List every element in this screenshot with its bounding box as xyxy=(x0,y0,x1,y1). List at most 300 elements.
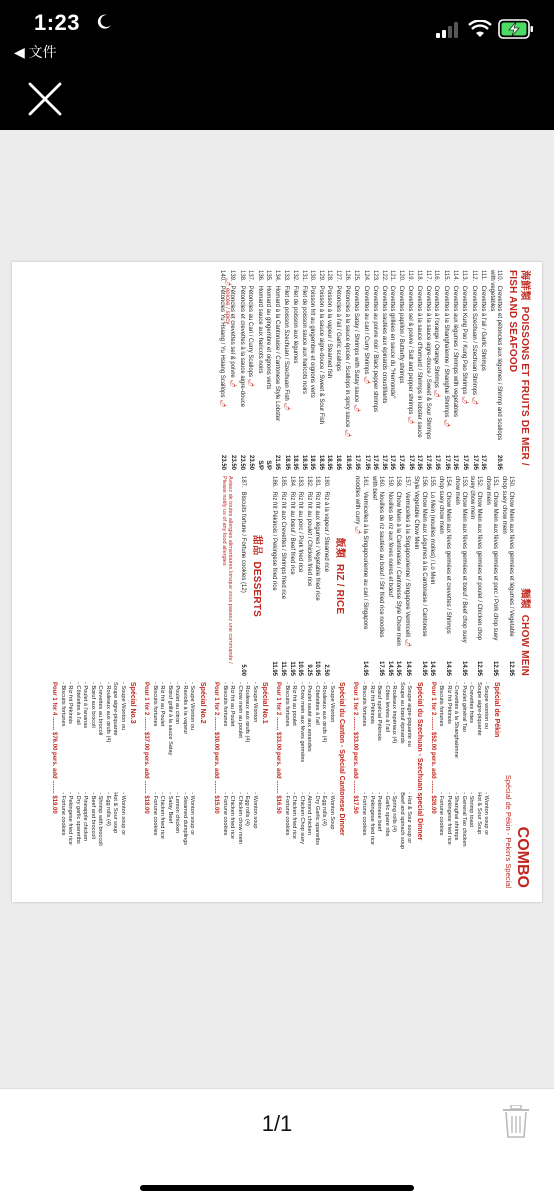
menu-item-name: 156. Chow Mein aux Légumes à la Cantonaise / Cantonese Style Vegetable Chow Mein xyxy=(413,476,427,637)
menu-item-price: 18.95 xyxy=(300,454,307,470)
combo-line xyxy=(104,682,111,894)
menu-item-price: 11.95 xyxy=(271,661,278,676)
chili-icon: 🌶 xyxy=(219,399,227,408)
combo-line xyxy=(81,682,88,894)
menu-item-name: 140. Pétoncles Yu Hsiang / Yu Hsiang Scallops 🌶 xyxy=(219,270,227,408)
combo-line xyxy=(445,682,452,894)
menu-item-name: 134. Homard à la Cantonaise / Cantonese Style Lobster xyxy=(273,270,280,422)
menu-item-price: 17.95 xyxy=(416,454,423,470)
close-button[interactable] xyxy=(26,80,64,118)
menu-item-number: 130. xyxy=(309,270,316,282)
menu-item-number: 183. xyxy=(297,476,304,488)
menu-item xyxy=(370,476,384,676)
combo-line-fr: Soupe au bœuf épinards xyxy=(398,682,405,744)
combo-line xyxy=(368,682,375,894)
menu-item xyxy=(451,270,458,470)
menu-item xyxy=(353,476,368,676)
menu-item xyxy=(460,270,468,470)
menu-item xyxy=(500,476,514,676)
combo-line-en: - Steamed dumplings xyxy=(181,792,188,846)
menu-item-number: 157. xyxy=(403,476,410,488)
menu-item-number: 112. xyxy=(470,270,477,282)
combo-title: COMBO xyxy=(514,826,531,888)
menu-item-number: 140. xyxy=(219,270,226,282)
menu-item-number: 137. xyxy=(247,270,254,282)
menu-item-number: 115. xyxy=(442,270,449,282)
page-indicator: 1/1 xyxy=(261,1111,293,1136)
menu-item-price: 23.50 xyxy=(248,454,255,470)
combo-line-fr: - Chow mein aux fèves germées xyxy=(298,682,305,763)
menu-item-name: 118. Crevettes à la sauce d'homard / Shrimps in lobster sauce xyxy=(416,270,423,438)
menu-item xyxy=(308,270,315,470)
combo-line-en: - Shanghai shrimps xyxy=(453,792,460,841)
menu-item-name: 112. Crevettes Szechuan / Szechuan Shrimps 🌶 xyxy=(470,270,478,405)
combo-line-fr: - Riz frit au Poulet xyxy=(159,682,166,727)
combo-line xyxy=(383,682,390,894)
chili-icon: 🌶 xyxy=(442,419,450,428)
rice-item-list xyxy=(270,476,329,676)
menu-item-price: 2.50 xyxy=(322,664,329,676)
combo-line-en: - Chicken fried rice xyxy=(159,792,166,839)
menu-item-number: 123. xyxy=(372,270,379,282)
menu-item-name: 181. Riz frit aux légumes / Vegetable fried rice xyxy=(314,476,321,601)
menu-item-price: 10.95 xyxy=(314,660,321,676)
menu-item-name: 128. Poisson à la vapeur / Steamed fish xyxy=(326,270,333,379)
combo-line xyxy=(306,682,313,894)
menu-item xyxy=(279,476,286,676)
menu-item-price: 14.95 xyxy=(420,660,427,676)
menu-item-number: 153. xyxy=(460,476,467,488)
combo-line-en: - Fortune cookies xyxy=(221,792,228,836)
combo-line-fr: - Bœuf aux brocoli xyxy=(89,682,96,728)
combo-line-fr: - Biscuits fortunes xyxy=(59,682,66,727)
menu-item-price: 18.95 xyxy=(334,454,341,470)
menu-item xyxy=(270,476,277,676)
menu-item xyxy=(452,476,466,676)
menu-item xyxy=(484,476,498,676)
menu-item-number: 158. xyxy=(395,476,402,488)
menu-item-number: 113. xyxy=(461,270,468,282)
combo-line xyxy=(405,682,412,894)
section-title-text: POISSONS ET FRUITS DE MER / FISH AND SEAFOOD xyxy=(507,270,530,466)
menu-item-name: 115. Crevettes à la Shanghaïenne / Shanghai Shrimps 🌶 xyxy=(442,270,450,428)
menu-item xyxy=(403,476,411,676)
combo-line-en: - Fortune cookies xyxy=(438,792,445,836)
combo-line-en: - Egg rolls (4) xyxy=(321,792,328,826)
combo-line xyxy=(438,682,445,894)
menu-item-name: 183. Riz frit au porc / Pork fried rice xyxy=(297,476,304,573)
menu-item-price: 17.95 xyxy=(434,454,441,470)
menu-item-name: 139. Pétoncles et crevettes sel & poivre 🌶 xyxy=(229,270,237,388)
menu-item-name: 119. Crevettes sel & poivre / Salt and pepper shrimps 🌶 xyxy=(406,270,414,425)
combo-line-fr: - Côtelettes à l'ail xyxy=(313,682,320,725)
menu-item-price: 17.95 xyxy=(363,454,370,470)
menu-item-name: 111. Crevettes à l'ail / Garlic Shrimps xyxy=(480,270,487,371)
combo-line-fr: - Biscuits fortunes xyxy=(361,682,368,727)
menu-item-name: 124. Crevettes au cari / Curry Shrimps 🌶 xyxy=(362,270,370,385)
menu-item-price: 9.25 xyxy=(305,664,312,676)
menu-item-number: 138. xyxy=(238,270,245,282)
menu-item-price: 10.95 xyxy=(297,660,304,676)
menu-item-number: 131. xyxy=(300,270,307,282)
menu-item-number: 128. xyxy=(326,270,333,282)
chili-icon: 🌶 xyxy=(406,416,414,425)
menu-item-price: 12.95 xyxy=(476,660,483,676)
menu-item xyxy=(299,270,306,470)
menu-item-price: 17.95 xyxy=(443,454,450,470)
menu-item-price: 14.95 xyxy=(429,660,436,676)
menu-item-name: 182. Riz frit au poulet / Chicken fried rice xyxy=(305,476,312,587)
menu-item xyxy=(273,270,280,470)
menu-item-price: 20.95 xyxy=(496,454,502,470)
combo-line-en: - Pekingese fried rice xyxy=(368,792,375,845)
combo-line-fr: - Raviolis à la vapeur xyxy=(181,682,188,735)
menu-item-name: 150. Chow Mein aux fèves germées et légumes / Vegetable chop suey chow mein xyxy=(500,476,514,637)
combo-line xyxy=(298,682,305,894)
menu-item xyxy=(291,270,298,470)
menu-item-name: 121. Crevettes grillées en sauce du "Hemonde" xyxy=(389,270,396,399)
menu-item-name: 187. Biscuits fortune / Fortune cookies (12) xyxy=(240,476,247,593)
menu-item-number: 182. xyxy=(305,476,312,488)
menu-item-number: 114. xyxy=(452,270,459,282)
menu-item-price: S/P xyxy=(265,460,272,470)
combo-line-fr: - Poulet à l'ananas xyxy=(82,682,89,729)
section-title xyxy=(518,476,530,676)
combo-line-fr: - Crevettes à la Shanghaïenne xyxy=(453,682,460,758)
menu-item-name: 120. Crevettes papillon / Butterfly shrimps xyxy=(398,270,405,384)
menu-item xyxy=(380,270,387,470)
menu-item-number: 135. xyxy=(265,270,272,282)
combo-line-fr: Soupe aigre-piquante xyxy=(112,682,119,736)
menu-item xyxy=(469,270,477,470)
combo-line xyxy=(236,682,243,894)
menu-item-name: 131. Filet de poisson sauce aux haricots noirs xyxy=(300,270,307,395)
combo-line xyxy=(243,682,250,894)
menu-item xyxy=(442,270,450,470)
section-title xyxy=(506,270,530,470)
combo-block xyxy=(274,682,345,894)
combo-line-en: - Pineapple chicken xyxy=(82,792,89,842)
combo-line xyxy=(398,682,405,894)
combo-block-list xyxy=(50,682,500,894)
menu-item-price: 17.95 xyxy=(424,454,431,470)
combo-line-fr: - Riz frit au poulet xyxy=(291,682,298,726)
menu-item-number: 127. xyxy=(334,270,341,282)
menu-item xyxy=(468,476,482,676)
menu-item-name: 130. Poisson frit au gingembre et oignons verts xyxy=(309,270,316,398)
menu-item-number: 120. xyxy=(398,270,405,282)
menu-item xyxy=(256,270,263,470)
combo-line-fr: - Bœuf grillé à la sauce Satay xyxy=(166,682,173,756)
menu-item-name: 180. Riz à la vapeur / Steamed rice xyxy=(322,476,329,573)
combo-line-en: - Dry garlic spareribs xyxy=(74,792,81,844)
combo-line xyxy=(151,682,158,894)
menu-item xyxy=(362,270,370,470)
combo-line-fr: - Rouleaux impériaux (4) xyxy=(391,682,398,744)
combo-line xyxy=(89,682,96,894)
section-title-text: CHOW MEIN xyxy=(519,614,530,676)
spicy-legend-text: épicée / spicy xyxy=(224,287,231,325)
menu-item-price: 18.95 xyxy=(309,454,316,470)
menu-item-number: 155. xyxy=(429,476,436,488)
menu-item xyxy=(432,270,440,470)
menu-item-number: 187. xyxy=(240,476,247,488)
combo-line-fr: - Soupe Wonton xyxy=(328,682,335,723)
combo-line-fr: - Rouleaux aux œufs (4) xyxy=(244,682,251,743)
status-bar xyxy=(0,0,554,66)
menu-item-number: 134. xyxy=(273,270,280,282)
menu-item xyxy=(479,270,486,470)
combo-line-fr: - Biscuits fortunes xyxy=(283,682,290,727)
section-title-cn: 海鮮類 xyxy=(519,270,530,301)
combo-price: Pour 1 for 4 ........ $76.00 pers. add ........ $19.00 xyxy=(50,682,57,814)
combo-line xyxy=(166,682,173,894)
combo-line-fr: - Soupe Wonton xyxy=(251,682,258,723)
combo-block-title: Spécial du Canton - Spécial Cantonese Dinner xyxy=(338,682,346,836)
document-viewer[interactable] xyxy=(0,130,554,1088)
menu-item-price: 21.95 xyxy=(273,454,280,470)
combo-block-title: Spécial No.3 xyxy=(128,682,136,724)
combo-line xyxy=(74,682,81,894)
combo-line-fr: - Soupe Wonton ou xyxy=(189,682,196,731)
combo-line-fr: - Soupe aigre-piquante ou xyxy=(406,682,413,747)
menu-item-price: 14.95 xyxy=(404,660,411,676)
menu-item-price: 17.95 xyxy=(471,454,478,470)
combo-line-en: - Hot & Sour soup or xyxy=(406,792,413,844)
combo-price: Pour 1 for 2 ........ $37.00 pers. add ........ $18.00 xyxy=(143,682,150,814)
combo-line-en: - Fortune cookies xyxy=(361,792,368,836)
combo-price: Pour 1 for 2 ........ $52.00 pers. add ........ $26.00 xyxy=(429,682,436,814)
combo-line-fr: - Biscuits fortunes xyxy=(151,682,158,727)
combo-line xyxy=(119,682,126,894)
menu-item-number: 117. xyxy=(424,270,431,282)
battery-charging-icon xyxy=(498,18,534,40)
chili-icon: 🌶 xyxy=(433,389,441,398)
combo-line-fr: - Soupe Wonton ou xyxy=(119,682,126,731)
combo-subtitle: Spécial de Pékin - Pekin's Special xyxy=(503,774,513,888)
menu-item-name: 136. Homard sauce aux haricots noirs xyxy=(256,270,263,374)
spicy-legend xyxy=(223,278,231,324)
combo-line xyxy=(251,682,258,894)
combo-line xyxy=(174,682,181,894)
menu-item-number: 119. xyxy=(406,270,413,282)
menu-item-name: 126. Pétoncles à la sauce épicée / Scallops in spicy sauce 🌶 xyxy=(343,270,351,438)
combo-line xyxy=(360,682,367,894)
combo-block-title: Spécial du Szechuan - Szechuan special Dinner xyxy=(415,682,423,841)
menu-item xyxy=(287,476,294,676)
combo-line-en: - Shrimp with broccoli xyxy=(97,792,104,846)
menu-item-name: 159. Nouilles de riz aux fèves noires et bœuf xyxy=(386,476,393,598)
menu-item-name: 160. Nouilles de riz sautées au bœuf / Stir fried rice noodles with beef xyxy=(370,476,385,638)
combo-line-fr: - Rouleaux aux œufs (4) xyxy=(104,682,111,743)
wifi-icon xyxy=(468,20,492,38)
menu-item-number: 150. xyxy=(508,476,514,488)
combo-line-en: - Chicken Chop suey xyxy=(298,792,305,845)
menu-item xyxy=(317,270,324,470)
menu-item xyxy=(246,270,254,470)
menu-item-name: 122. Crevettes sautées aux épinards croustillants xyxy=(380,270,387,404)
chili-icon: 🌶 xyxy=(229,379,237,388)
menu-item-number: 152. xyxy=(476,476,483,488)
menu-item-price: 18.95 xyxy=(317,454,324,470)
combo-line xyxy=(111,682,118,894)
combo-line-en: - Chicken chow mein xyxy=(236,792,243,845)
menu-item-price: S/P xyxy=(256,460,263,470)
combo-line-fr: - Crevettes au brocoli xyxy=(97,682,104,736)
menu-item-number: 125. xyxy=(353,270,360,282)
menu-item-number: 156. xyxy=(420,476,427,488)
viewer-bottom-bar xyxy=(0,1088,554,1200)
combo-price: Pour 1 for 2 ........ $33.00 pers. add ........ $16.50 xyxy=(275,682,282,814)
combo-block-title: Spécial No.1 xyxy=(260,682,268,724)
combo-block-title: Spécial de Pékin xyxy=(492,682,500,738)
section-title xyxy=(333,476,345,676)
combo-line-en: - Chicken fried rice xyxy=(229,792,236,839)
menu-item-name: 155. Lo Mein (nouilles molles) / Lo Mein xyxy=(429,476,436,585)
menu-item xyxy=(397,270,404,470)
menu-item xyxy=(322,476,329,676)
menu-item xyxy=(394,476,401,676)
menu-item xyxy=(264,270,271,470)
menu-item xyxy=(385,476,392,676)
dessert-item-list xyxy=(239,476,246,676)
combo-line-en: - Wonton soup or xyxy=(483,792,490,836)
back-to-app-link[interactable]: ◀ 文件 xyxy=(14,44,57,60)
chili-icon: 🌶 xyxy=(247,378,255,387)
menu-item-price: 12.95 xyxy=(508,660,514,676)
document-page[interactable] xyxy=(12,262,542,902)
menu-item xyxy=(405,270,413,470)
menu-item xyxy=(305,476,312,676)
combo-line xyxy=(460,682,467,894)
combo-line xyxy=(483,682,490,894)
menu-item-price: 17.95 xyxy=(372,454,379,470)
combo-section xyxy=(44,682,532,894)
combo-price: Pour 1 for 2 ........ $33.00 pers. add ........ $17.50 xyxy=(352,682,359,814)
menu-item-name: 185. Riz frit aux Crevettes / Shrimps fried rice xyxy=(280,476,287,600)
menu-item xyxy=(388,270,395,470)
menu-item-number: 126. xyxy=(343,270,350,282)
menu-item-price: 12.95 xyxy=(492,660,499,676)
menu-item-number: 124. xyxy=(362,270,369,282)
menu-item-price: 17.95 xyxy=(398,454,405,470)
trash-icon[interactable] xyxy=(502,1105,530,1139)
cellular-signal-icon xyxy=(436,22,460,38)
menu-item-number: 161. xyxy=(362,476,369,488)
menu-item xyxy=(239,476,246,676)
menu-item-price: 11.95 xyxy=(280,661,287,676)
combo-line-fr: - Bœuf spécial Pékinois xyxy=(376,682,383,741)
moon-icon xyxy=(96,14,112,30)
combo-line-en: - Garlic spare ribs xyxy=(383,792,390,837)
menu-item-number: 132. xyxy=(292,270,299,282)
chili-icon: 🌶 xyxy=(403,638,411,648)
combo-line-en: - Wonton soup or xyxy=(189,792,196,836)
combo-line-fr: - Biscuits fortunes xyxy=(221,682,228,727)
combo-line-fr: Soupe aigre-piquante xyxy=(475,682,482,736)
combo-line-en: - Lemon chicken xyxy=(174,792,181,834)
combo-line-en: Hot & Sour Soup xyxy=(475,792,482,835)
menu-item-number: 116. xyxy=(433,270,440,282)
menu-item-number: 154. xyxy=(444,476,451,488)
combo-line xyxy=(96,682,103,894)
menu-item-name: 151. Chow Mein aux fèves germées et porc / Pork chop suey chow mein xyxy=(485,476,499,641)
section-title-cn: 麵類 xyxy=(519,588,530,609)
menu-item-price: 17.95 xyxy=(380,454,387,470)
section-title xyxy=(250,476,262,676)
combo-line xyxy=(291,682,298,894)
menu-item-name: 137. Pétoncles au Cari / Curry Scallops 🌶 xyxy=(247,270,255,387)
combo-block xyxy=(142,682,206,894)
menu-item xyxy=(424,270,431,470)
combo-line-fr: - Poulet général Tao xyxy=(460,682,467,732)
chili-icon: 🌶 xyxy=(470,396,478,405)
combo-line-fr: - Riz frit au Poulet xyxy=(229,682,236,727)
combo-line xyxy=(228,682,235,894)
section-title-text: RIZ / RICE xyxy=(333,564,345,615)
menu-item-price: 17.95 xyxy=(354,454,361,470)
menu-item-price: 14.95 xyxy=(362,660,369,676)
menu-item-price: 14.95 xyxy=(386,660,393,676)
menu-item-number: 136. xyxy=(256,270,263,282)
menu-item-price: 14.95 xyxy=(395,660,402,676)
home-indicator xyxy=(140,1185,414,1191)
combo-block-title: Spécial No.2 xyxy=(198,682,206,724)
viewer-toolbar xyxy=(0,66,554,130)
combo-line-en: - Fortune cookies xyxy=(59,792,66,836)
menu-item-name: 135. Homard au gingembre et oignons verts xyxy=(265,270,272,390)
combo-line xyxy=(221,682,228,894)
menu-item-number: 151. xyxy=(492,476,499,488)
combo-price: Pour 1 for 2 ........ $30.00 pers. add ........ $15.00 xyxy=(212,682,219,814)
combo-line xyxy=(375,682,382,894)
menu-item-price: 18.95 xyxy=(292,454,299,470)
menu-item xyxy=(428,476,435,676)
menu-item-number: 159. xyxy=(386,476,393,488)
menu-item-name: 127. Pétoncles à l'ail / Garlic scallops xyxy=(334,270,341,372)
menu-item-name: 152. Chow Mein aux fèves germées et poulet / Chicken chop suey chow mein xyxy=(469,476,483,641)
chili-icon: 🌶 xyxy=(461,396,469,405)
allergy-note: Avisez de toutes allergies alimentaires lorsque vous passez une commande / Please notify us of any food allergies xyxy=(220,476,234,664)
menu-item-price: 17.95 xyxy=(407,454,414,470)
menu-item xyxy=(334,270,341,470)
menu-item xyxy=(437,476,451,676)
combo-line xyxy=(475,682,482,894)
menu-item-name: 117. Crevettes à la sauce aigre-douce / Sweet & Sour Shrimps xyxy=(424,270,431,440)
menu-item-price: 17.95 xyxy=(480,454,487,470)
combo-line-fr: - Côtes levées à l'ail xyxy=(383,682,390,732)
menu-item-number: 184. xyxy=(288,476,295,488)
combo-line-en: - Egg rolls (4) xyxy=(104,792,111,826)
combo-line-en: - Chicken fried rice xyxy=(291,792,298,839)
combo-line-en: Hot & Sour soup xyxy=(112,792,119,834)
menu-item xyxy=(352,270,360,470)
menu-item-number: 139. xyxy=(229,270,236,282)
combo-line-en: - Beef and broccoli xyxy=(89,792,96,839)
combo-line xyxy=(181,682,188,894)
menu-item-name: 154. Chow Mein aux fèves germées et crevettes / Shrimps chop suey chow mein xyxy=(437,476,451,634)
noodles-rice-section xyxy=(220,476,532,676)
menu-item-number: 133. xyxy=(282,270,289,282)
combo-line xyxy=(159,682,166,894)
menu-item xyxy=(281,270,289,470)
menu-item-number: 181. xyxy=(314,476,321,488)
menu-item xyxy=(412,476,426,676)
menu-item-price: 17.95 xyxy=(378,660,385,676)
chili-icon: 🌶 xyxy=(282,402,290,411)
section-title-text: DESSERTS xyxy=(251,561,263,617)
combo-line-fr: - Chow mein au poulet xyxy=(236,682,243,738)
